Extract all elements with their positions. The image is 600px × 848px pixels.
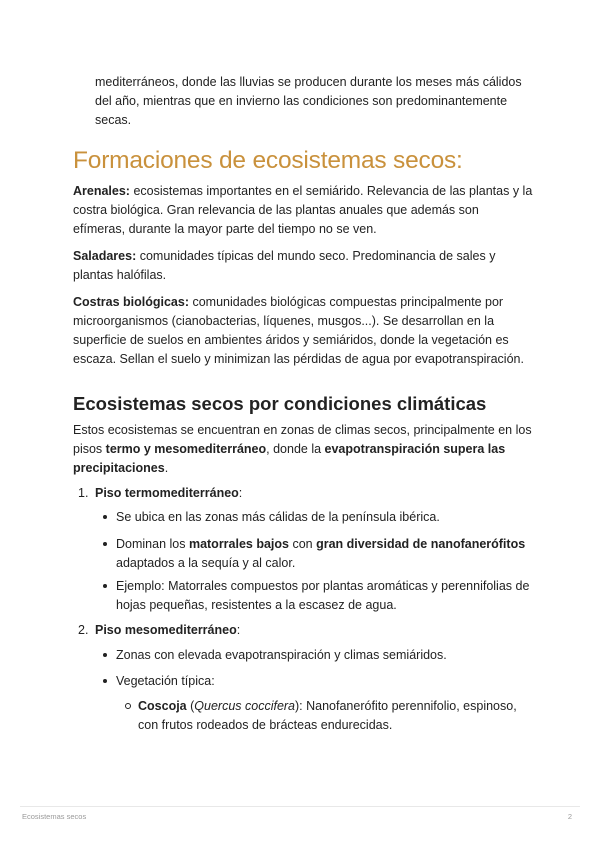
list-item: Dominan los matorrales bajos con gran diversidad de nanofaneróﬁtos adaptados a la sequía y al calor. [103,535,533,573]
page-number: 2 [567,812,572,821]
list-item: Vegetación típica: [103,672,533,691]
footer-title: Ecosistemas secos [22,812,87,821]
list-item: Zonas con elevada evapotranspiración y climas semiáridos. [103,646,533,665]
term-costras: Costras biológicas: [73,295,189,309]
term-saladares: Saladares: [73,249,137,263]
bullet-icon [103,515,107,519]
bullet-icon [103,679,107,683]
sub-list-item-coscoja: Coscoja (Quercus coccifera): Nanofaneróﬁto perennifolio, espinoso, con frutos rodeados de brácteas endurecidas. [125,697,535,735]
item-saladares: Saladares: comunidades típicas del mundo seco. Predominancia de sales y plantas halófilas. [73,249,496,282]
list-item: Se ubica en las zonas más cálidas de la península ibérica. [103,508,533,527]
term-arenales: Arenales: [73,184,130,198]
section-title-condiciones: Ecosistemas secos por condiciones climáticas [73,393,487,414]
piso-mesomediterraneo: 2. Piso mesomediterráneo: [78,623,241,637]
bullet-icon [103,584,107,588]
list-item: Ejemplo: Matorrales compuestos por plantas aromáticas y perennifolias de hojas pequeñas, resistentes a la escasez de agua. [103,577,533,615]
intro-paragraph: Estos ecosistemas se encuentran en zonas de climas secos, principalmente en los pisos termo y mesomediterráneo, donde la evapotranspiración supera las precipitaciones. [73,423,532,475]
continuation-paragraph: mediterráneos, donde las lluvias se producen durante los meses más cálidos del año, mientras que en invierno las condiciones son predominantemente secas. [95,75,522,127]
hollow-bullet-icon [125,703,131,709]
formaciones-list [73,182,533,377]
item-costras: Costras biológicas: comunidades biológicas compuestas principalmente por microorganismos (cianobacterias, líquenes, musgos...). Se desarrollan en la superficie de suelos en ambientes áridos y semiáridos, donde la vegetación es escaza. Sellan el suelo y minimizan las pérdidas de agua por evapotranspiración. [73,295,524,366]
item-arenales: Arenales: ecosistemas importantes en el semiárido. Relevancia de las plantas y la costra biológica. Gran relevancia de las plantas anuales que además son efímeras, durante la mayor parte del tiempo no se ven. [73,184,533,236]
section-title-formaciones: Formaciones de ecosistemas secos: [73,147,463,174]
footer-divider [20,806,580,807]
piso-termomediterraneo: 1. Piso termomediterráneo: [78,486,243,500]
bullet-icon [103,542,107,546]
bullet-icon [103,653,107,657]
